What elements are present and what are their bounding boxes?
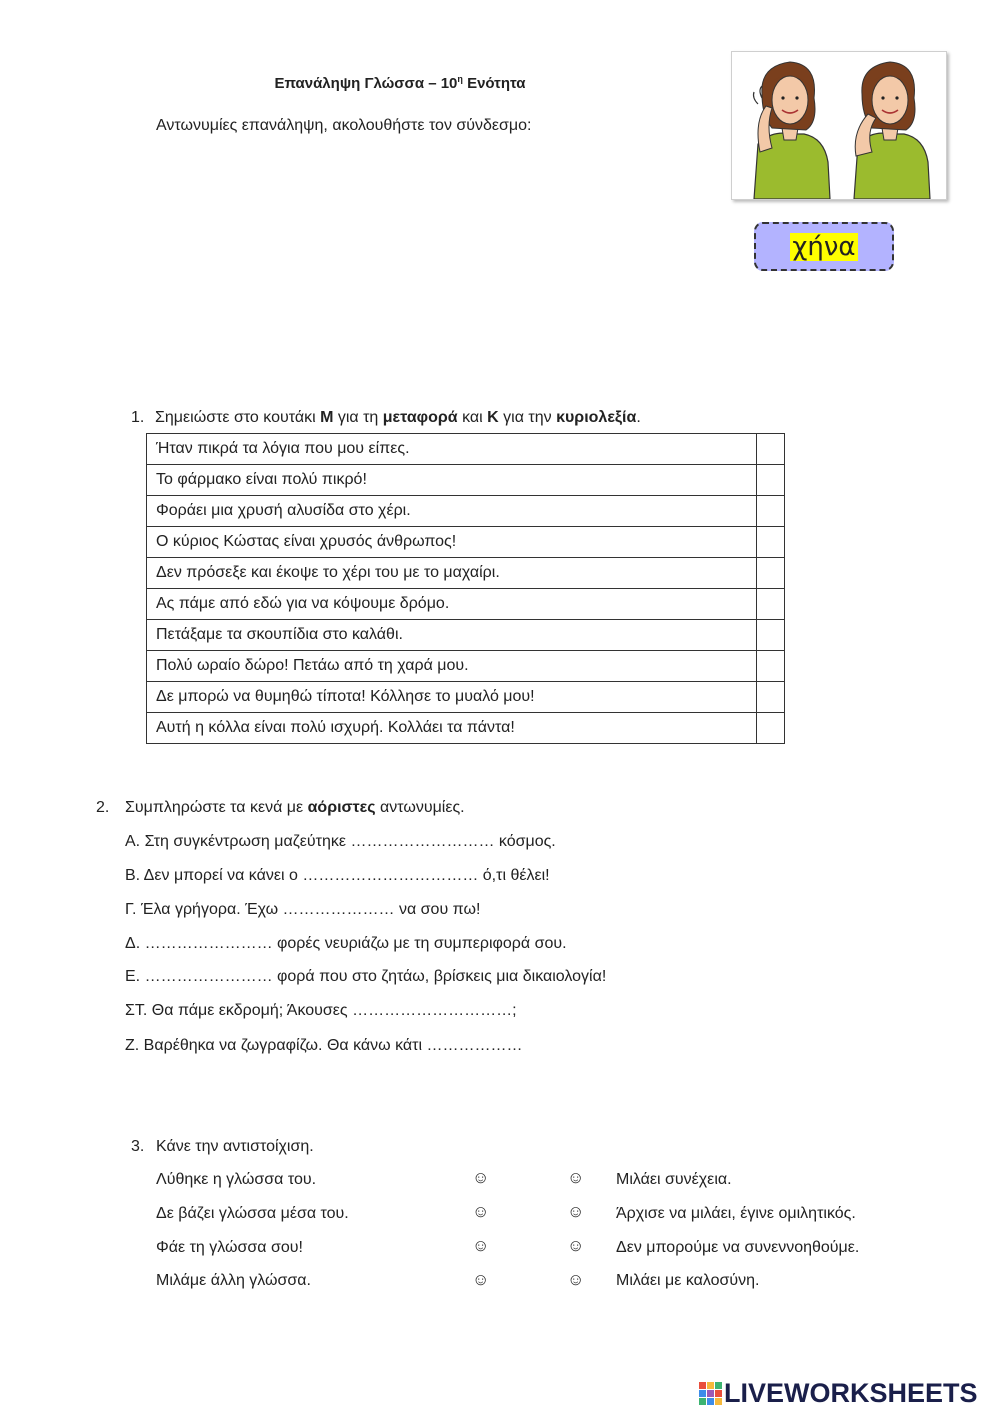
liveworksheets-logo (698, 1378, 978, 1409)
answer-box[interactable] (757, 434, 785, 465)
smiley-icon[interactable]: ☺ (472, 1168, 490, 1187)
sentence-cell: Ας πάμε από εδώ για να κόψουμε δρόμο. (147, 589, 757, 620)
answer-box[interactable] (757, 558, 785, 589)
q3-right-item: Άρχισε να μιλάει, έγινε ομιλητικός. (616, 1205, 856, 1222)
q3-left-item: Φάε τη γλώσσα σου! (156, 1239, 303, 1256)
table-row (147, 434, 785, 465)
q1-instruction: Σημειώστε στο κουτάκι Μ για τη μεταφορά και Κ για την κυριολεξία. (155, 409, 641, 426)
answer-box[interactable] (757, 589, 785, 620)
q3-instruction: Κάνε την αντιστοίχιση. (156, 1138, 314, 1155)
sentence-cell: Ο κύριος Κώστας είναι χρυσός άνθρωπος! (147, 527, 757, 558)
sentence-cell: Πετάξαμε τα σκουπίδια στο καλάθι. (147, 620, 757, 651)
answer-box[interactable] (757, 496, 785, 527)
sentence-cell: Πολύ ωραίο δώρο! Πετάω από τη χαρά μου. (147, 651, 757, 682)
q2-line[interactable]: Δ. …………………… φορές νευριάζω με τη συμπεριφορά σου. (125, 935, 567, 952)
table-row (147, 527, 785, 558)
answer-box[interactable] (757, 651, 785, 682)
answer-box[interactable] (757, 713, 785, 744)
q1-number: 1. (131, 409, 145, 426)
smiley-icon[interactable]: ☺ (567, 1202, 585, 1221)
table-row (147, 713, 785, 744)
q3-right-item: Δεν μπορούμε να συνεννοηθούμε. (616, 1239, 860, 1256)
q2-number: 2. (96, 799, 110, 816)
sentence-cell: Φοράει μια χρυσή αλυσίδα στο χέρι. (147, 496, 757, 527)
smiley-icon[interactable]: ☺ (567, 1270, 585, 1289)
metaphor-literal-table (146, 433, 785, 744)
table-row (147, 651, 785, 682)
page-title: Επανάληψη Γλώσσα – $10^\eta$ Ενότητα (274, 74, 526, 92)
q3-left-item: Δε βάζει γλώσσα μέσα του. (156, 1205, 349, 1222)
word-card-text: χήνα (792, 231, 856, 262)
sentence-cell: Δεν πρόσεξε και έκοψε το χέρι του με το μαχαίρι. (147, 558, 757, 589)
smiley-icon[interactable]: ☺ (472, 1236, 490, 1255)
smiley-icon[interactable]: ☺ (567, 1168, 585, 1187)
table-row (147, 682, 785, 713)
q2-line[interactable]: Γ. Έλα γρήγορα. Έχω ………………… να σου πω! (125, 901, 481, 918)
sentence-cell: Αυτή η κόλλα είναι πολύ ισχυρή. Κολλάει τα πάντα! (147, 713, 757, 744)
answer-box[interactable] (757, 620, 785, 651)
table-row (147, 589, 785, 620)
q3-number: 3. (131, 1138, 145, 1155)
q2-line[interactable]: ΣΤ. Θα πάμε εκδρομή; Άκουσες …………………………; (125, 1002, 517, 1019)
liveworksheets-logo-text: LIVEWORKSHEETS (724, 1378, 978, 1408)
liveworksheets-logo-icon (698, 1381, 724, 1407)
word-card (754, 222, 894, 271)
sentence-cell: Δε μπορώ να θυμηθώ τίποτα! Κόλλησε το μυαλό μου! (147, 682, 757, 713)
answer-box[interactable] (757, 682, 785, 713)
table-row (147, 558, 785, 589)
q2-line[interactable]: Α. Στη συγκέντρωση μαζεύτηκε ……………………… κόσμος. (125, 833, 556, 850)
q3-right-item: Μιλάει με καλοσύνη. (616, 1272, 760, 1289)
answer-box[interactable] (757, 465, 785, 496)
q3-left-item: Μιλάμε άλλη γλώσσα. (156, 1272, 311, 1289)
intro-text: Αντωνυμίες επανάληψη, ακολουθήστε τον σύνδεσμο: (156, 117, 532, 134)
woman-left-illustration (754, 62, 831, 199)
table-row (147, 620, 785, 651)
q2-line[interactable]: Β. Δεν μπορεί να κάνει ο …………………………… ό,τι θέλει! (125, 867, 550, 884)
q2-line[interactable]: Ε. …………………… φορά που στο ζητάω, βρίσκεις μια δικαιολογία! (125, 968, 607, 985)
table-row (147, 496, 785, 527)
q2-instruction: Συμπληρώστε τα κενά με αόριστες αντωνυμίες. (125, 799, 465, 816)
q3-right-item: Μιλάει συνέχεια. (616, 1171, 732, 1188)
q2-line[interactable]: Ζ. Βαρέθηκα να ζωγραφίζω. Θα κάνω κάτι ……………… (125, 1037, 523, 1054)
answer-box[interactable] (757, 527, 785, 558)
woman-right-illustration (854, 62, 930, 199)
q3-left-item: Λύθηκε η γλώσσα του. (156, 1171, 317, 1188)
smiley-icon[interactable]: ☺ (567, 1236, 585, 1255)
sentence-cell: Ήταν πικρά τα λόγια που μου είπες. (147, 434, 757, 465)
table-row (147, 465, 785, 496)
smiley-icon[interactable]: ☺ (472, 1202, 490, 1221)
smiley-icon[interactable]: ☺ (472, 1270, 490, 1289)
sentence-cell: Το φάρμακο είναι πολύ πικρό! (147, 465, 757, 496)
sign-language-image (731, 51, 947, 200)
